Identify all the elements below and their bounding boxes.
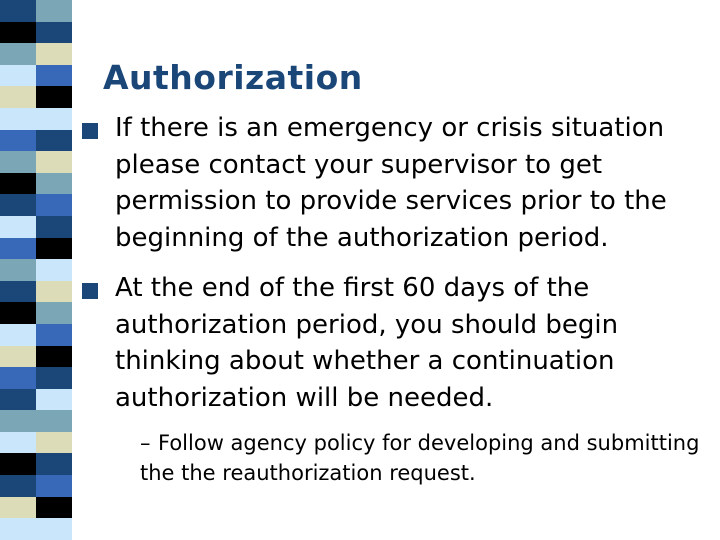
bullet-text: At the end of the first 60 days of the authorization period, you should begin thinking about whether a continuation authorization will be needed. [115, 273, 619, 413]
sub-bullet-text: Follow agency policy for developing and submitting the the reauthorization request. [140, 431, 700, 485]
bullet-square-icon [82, 283, 98, 299]
bullet-square-icon [82, 123, 98, 139]
sub-bullet [140, 428, 700, 488]
slide-title: Authorization [103, 58, 363, 97]
dash-marker: – [140, 431, 151, 455]
bullet-text: If there is an emergency or crisis situation please contact your supervisor to get permission to provide services prior to the beginning of the authorization period. [115, 113, 667, 253]
